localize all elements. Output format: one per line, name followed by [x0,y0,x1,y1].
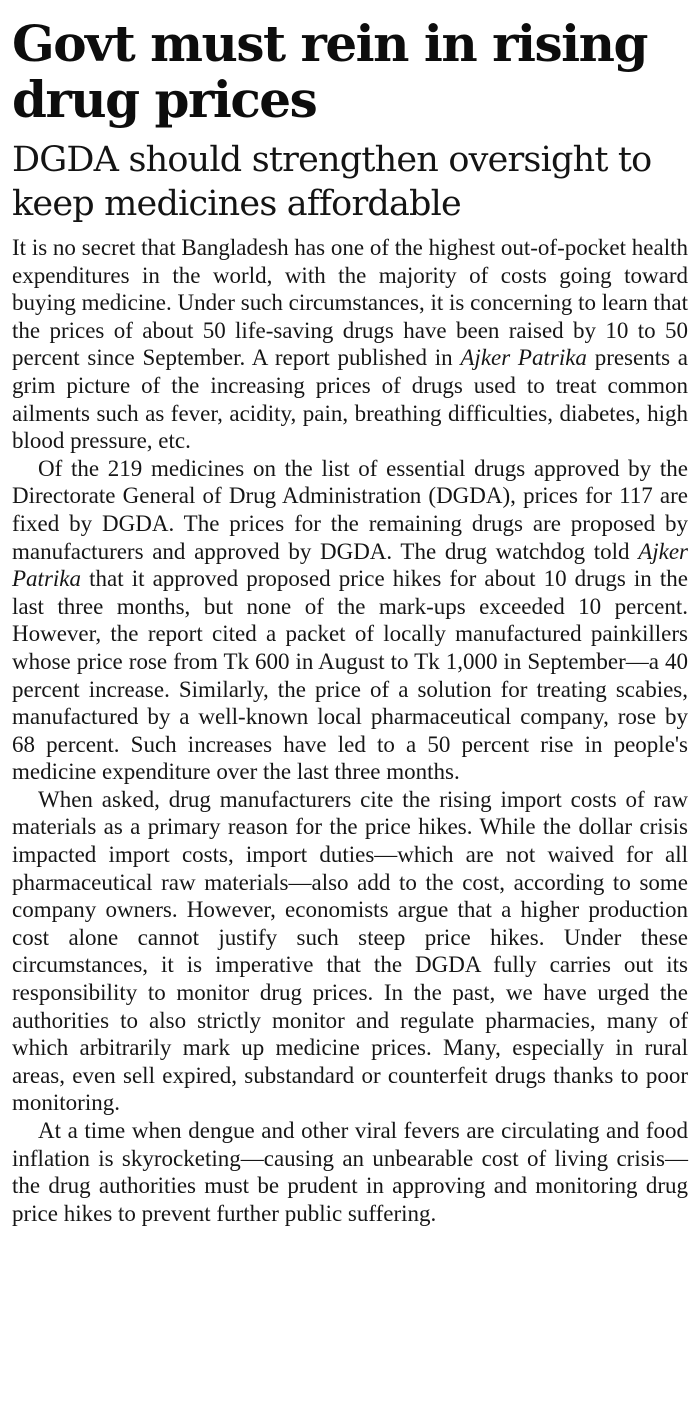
paragraph-2 [12,455,688,786]
publication-name: Ajker Patrika [460,345,587,371]
subheadline: DGDA should strengthen oversight to keep medicines affordable [12,140,652,224]
paragraph-1-text-a: It is no secret that Bangladesh has one of the highest out-of-pocket health expenditures in the world, with the majority of costs going toward buying medicine. Under such circumstances, it is concerning to learn that the prices of about 50 life-saving drugs have been raised by 10 to 50 percent since September. A report published in [12,235,688,371]
paragraph-1-text-b: presents a grim picture of the increasing prices of drugs used to treat common ailments such as fever, acidity, pain, breathing difficulties, diabetes, high blood pressure, etc. [12,345,689,454]
paragraph-3: When asked, drug manufacturers cite the rising import costs of raw materials as a primary reason for the price hikes. While the dollar crisis impacted import costs, import duties—which are not waived for all pharmaceutical raw materials—also add to the cost, according to some company owners. However, economists argue that a higher production cost alone cannot justify such steep price hikes. Under these circumstances, it is imperative that the DGDA fully carries out its responsibility to monitor drug prices. In the past, we have urged the authorities to also strictly monitor and regulate pharmacies, many of which arbitrarily mark up medicine prices. Many, especially in rural areas, even sell expired, substandard or counterfeit drugs thanks to poor monitoring. [12,786,688,1116]
paragraph-4: At a time when dengue and other viral fevers are circulating and food inflation is skyrocketing—causing an unbearable cost of living crisis—the drug authorities must be prudent in approving and monitoring drug price hikes to prevent further public suffering. [12,1118,688,1226]
paragraph-2-text-b: that it approved proposed price hikes for about 10 drugs in the last three months, but none of the mark-ups exceeded 10 percent. However, the report cited a packet of locally manufactured painkillers whose price rose from Tk 600 in August to Tk 1,000 in September—a 40 percent increase. Similarly, the price of a solution for treating scabies, manufactured by a well-known local pharmaceutical company, rose by 68 percent. Such increases have led to a 50 percent rise in people's medicine expenditure over the last three months. [12,566,688,785]
publication-name-2: Ajker Patrika [12,538,688,592]
headline: Govt must rein in rising drug prices [12,14,647,129]
article-body [12,234,688,1227]
paragraph-1 [12,234,688,455]
paragraph-2-text-a: Of the 219 medicines on the list of essential drugs approved by the Directorate General of Drug Administration (DGDA), prices for 117 are fixed by DGDA. The prices for the remaining drugs are proposed by manufacturers and approved by DGDA. The drug watchdog told [12,455,688,564]
